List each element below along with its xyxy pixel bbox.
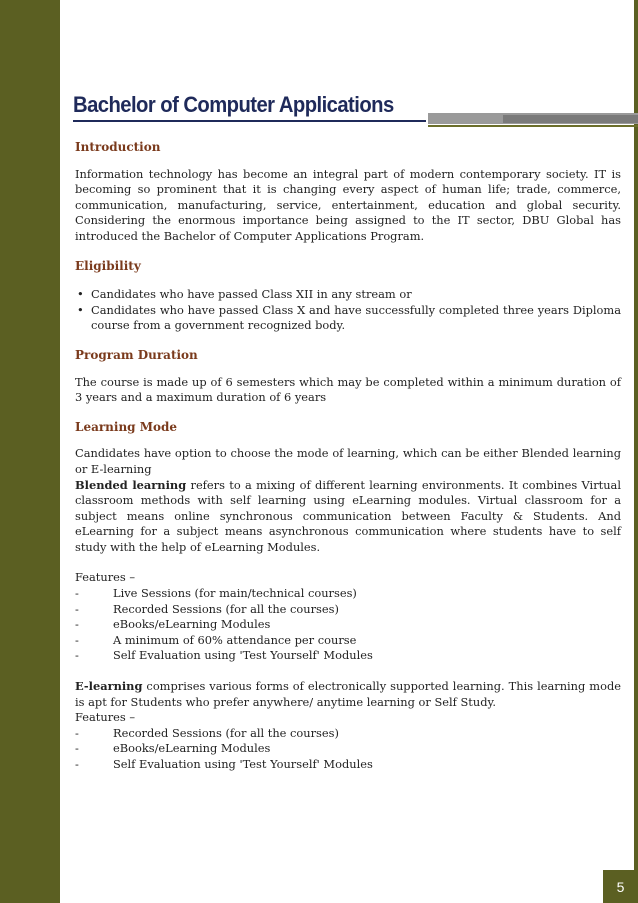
title-block (73, 92, 638, 132)
elearning-text: comprises various forms of electronically supported learning. This learning mode is apt for Students who prefer anywhere/ anytime learning or Self Study. (75, 679, 621, 709)
list-item: - eBooks/eLearning Modules (75, 741, 271, 756)
right-decorative-bar (634, 0, 638, 903)
list-item: • Candidates who have passed Class XII in any stream or (75, 287, 621, 303)
blended-features-list (75, 586, 621, 664)
learning-mode-heading: Learning Mode (75, 419, 178, 434)
introduction-text: Information technology has become an integral part of modern contemporary society. IT is becoming so prominent that it is changing every aspect of human life; trade, commerce, communication, manufacturing, service, entertainment, education and global security. Considering the enormous importance being assigned to the IT sector, DBU Global has introduced the Bachelor of Computer Applications Program. (75, 166, 621, 243)
blended-learning-paragraph (75, 478, 621, 556)
page-title: Bachelor of Computer Applications (73, 92, 394, 117)
elearning-term: E-learning (75, 679, 143, 694)
list-item: • Candidates who have passed Class X and have successfully completed three years Diploma course from a government recognized body. (75, 303, 621, 334)
elearning-features-list (75, 726, 621, 773)
list-item: - Self Evaluation using 'Test Yourself' Modules (75, 648, 373, 663)
features-label: Features – (75, 710, 136, 725)
eligibility-list (75, 287, 621, 334)
blended-learning-term: Blended learning (75, 477, 187, 492)
list-item: - Recorded Sessions (for all the courses) (75, 601, 339, 616)
list-item: - Self Evaluation using 'Test Yourself' Modules (75, 757, 373, 771)
program-duration-text: The course is made up of 6 semesters which may be completed within a minimum duration of 3 years and a maximum duration of 6 years (75, 374, 621, 405)
list-item: - Live Sessions (for main/technical courses) (75, 586, 357, 601)
eligibility-heading: Eligibility (75, 258, 141, 273)
list-item: - eBooks/eLearning Modules (75, 617, 271, 632)
document-content (75, 140, 621, 773)
blended-learning-text: refers to a mixing of different learning environments. It combines Virtual classroom methods with self learning using eLearning modules. Virtual classroom for a subject means online synchronous communication between Faculty & Students. And eLearning for a subject means asynchronous communication where students have to self study with the help of eLearning Modules. (75, 477, 621, 554)
program-duration-heading: Program Duration (75, 347, 198, 362)
list-item: - A minimum of 60% attendance per course (75, 632, 357, 647)
learning-mode-intro: Candidates have option to choose the mode of learning, which can be either Blended learning or E-learning (75, 446, 621, 476)
elearning-paragraph (75, 679, 621, 710)
page-number: 5 (603, 870, 638, 903)
title-olive-line (428, 125, 638, 127)
introduction-heading: Introduction (75, 140, 161, 154)
list-item: - Recorded Sessions (for all the courses) (75, 725, 339, 740)
left-decorative-bar (0, 0, 60, 903)
title-gray-bar-dark (503, 115, 638, 123)
title-underline (73, 120, 426, 122)
features-label: Features – (75, 570, 136, 585)
